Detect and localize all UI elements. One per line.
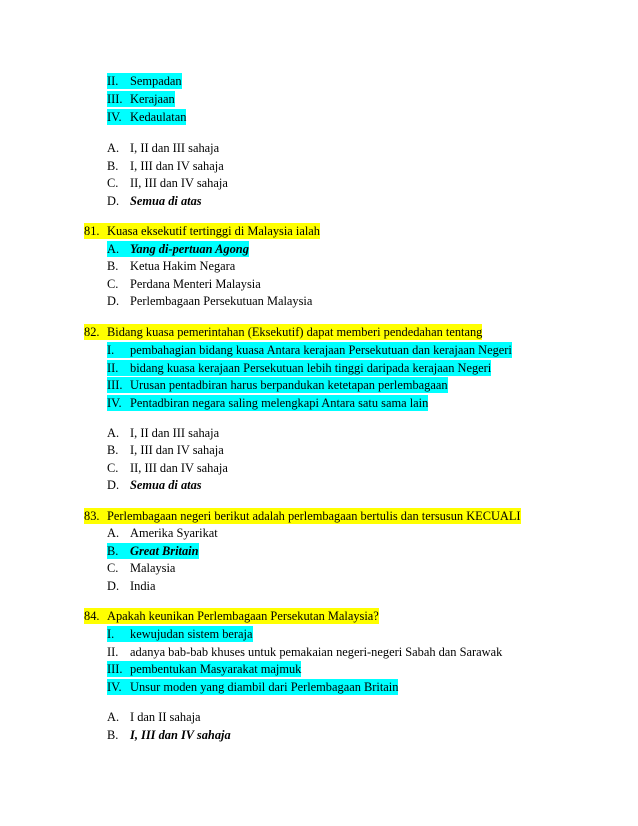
- option-label: IV.: [107, 110, 122, 124]
- answer-label: A.: [107, 426, 120, 440]
- option-line: [107, 377, 448, 393]
- answer-line: [107, 709, 201, 725]
- question-text: Kuasa eksekutif tertinggi di Malaysia ialah: [107, 224, 320, 238]
- answer-text: Malaysia: [130, 561, 176, 575]
- answer-text: Perlembagaan Persekutuan Malaysia: [130, 294, 313, 308]
- option-label: III.: [107, 378, 123, 392]
- option-line: [107, 91, 175, 107]
- answer-label: B.: [107, 544, 119, 558]
- option-label: II.: [107, 74, 119, 88]
- answer-line-correct: [107, 543, 199, 559]
- answer-label: D.: [107, 194, 120, 208]
- answer-text: II, III dan IV sahaja: [130, 461, 228, 475]
- question-81: [84, 223, 320, 239]
- option-text: pembentukan Masyarakat majmuk: [130, 662, 302, 676]
- answer-text: India: [130, 579, 156, 593]
- option-line: [107, 395, 428, 411]
- question-text: Bidang kuasa pemerintahan (Eksekutif) dapat memberi pendedahan tentang: [107, 325, 483, 339]
- answer-text: Perdana Menteri Malaysia: [130, 277, 261, 291]
- answer-line: [107, 442, 224, 458]
- answer-text: I, III dan IV sahaja: [130, 728, 231, 742]
- answer-line: [107, 525, 218, 541]
- answer-line: [107, 460, 228, 476]
- question-82: [84, 324, 482, 340]
- option-label: III.: [107, 662, 123, 676]
- answer-label: D.: [107, 478, 120, 492]
- answer-label: D.: [107, 579, 120, 593]
- option-text: pembahagian bidang kuasa Antara kerajaan Persekutuan dan kerajaan Negeri: [130, 343, 512, 357]
- option-text: Sempadan: [130, 74, 182, 88]
- option-label: I.: [107, 627, 115, 641]
- answer-line-correct: [107, 193, 202, 209]
- answer-label: D.: [107, 294, 120, 308]
- answer-line: [107, 175, 228, 191]
- option-text: Unsur moden yang diambil dari Perlembagaan Britain: [130, 680, 399, 694]
- answer-label: C.: [107, 461, 119, 475]
- answer-text: Amerika Syarikat: [130, 526, 218, 540]
- answer-text: Ketua Hakim Negara: [130, 259, 236, 273]
- option-label: IV.: [107, 680, 122, 694]
- answer-line: [107, 158, 224, 174]
- option-text: adanya bab-bab khuses untuk pemakaian negeri-negeri Sabah dan Sarawak: [130, 645, 503, 659]
- answer-line: [107, 140, 219, 156]
- answer-text: I dan II sahaja: [130, 710, 201, 724]
- option-line: [107, 679, 398, 695]
- option-text: Pentadbiran negara saling melengkapi Antara satu sama lain: [130, 396, 429, 410]
- answer-text: I, II dan III sahaja: [130, 426, 220, 440]
- answer-line: [107, 258, 235, 274]
- option-line: [107, 644, 502, 660]
- option-label: II.: [107, 361, 119, 375]
- question-text: Apakah keunikan Perlembagaan Persekutan Malaysia?: [107, 609, 379, 623]
- answer-line: [107, 276, 261, 292]
- question-text: Perlembagaan negeri berikut adalah perlembagaan bertulis dan tersusun KECUALI: [107, 509, 521, 523]
- answer-text: I, III dan IV sahaja: [130, 443, 224, 457]
- answer-line-correct: [107, 241, 249, 257]
- option-label: III.: [107, 92, 123, 106]
- answer-line-correct: [107, 727, 231, 743]
- answer-text: I, II dan III sahaja: [130, 141, 220, 155]
- question-number: 81.: [84, 224, 100, 238]
- question-number: 84.: [84, 609, 100, 623]
- answer-text: Semua di atas: [130, 194, 202, 208]
- option-text: Kedaulatan: [130, 110, 187, 124]
- option-text: Kerajaan: [130, 92, 175, 106]
- answer-label: A.: [107, 526, 120, 540]
- answer-label: B.: [107, 728, 119, 742]
- answer-line: [107, 560, 175, 576]
- answer-label: A.: [107, 710, 120, 724]
- question-number: 82.: [84, 325, 100, 339]
- answer-label: B.: [107, 159, 119, 173]
- answer-label: B.: [107, 443, 119, 457]
- option-line: [107, 626, 253, 642]
- answer-line: [107, 578, 155, 594]
- option-line: [107, 73, 182, 89]
- answer-label: A.: [107, 141, 120, 155]
- option-text: kewujudan sistem beraja: [130, 627, 253, 641]
- answer-text: Great Britain: [130, 544, 199, 558]
- option-line: [107, 109, 186, 125]
- answer-text: Yang di-pertuan Agong: [130, 242, 249, 256]
- option-label: I.: [107, 343, 115, 357]
- option-label: II.: [107, 645, 119, 659]
- option-line: [107, 342, 512, 358]
- answer-label: C.: [107, 277, 119, 291]
- answer-text: I, III dan IV sahaja: [130, 159, 224, 173]
- answer-text: II, III dan IV sahaja: [130, 176, 228, 190]
- answer-line: [107, 293, 312, 309]
- question-83: [84, 508, 521, 524]
- answer-line-correct: [107, 477, 202, 493]
- option-line: [107, 661, 301, 677]
- option-line: [107, 360, 491, 376]
- answer-line: [107, 425, 219, 441]
- answer-label: C.: [107, 176, 119, 190]
- question-number: 83.: [84, 509, 100, 523]
- answer-text: Semua di atas: [130, 478, 202, 492]
- answer-label: B.: [107, 259, 119, 273]
- answer-label: A.: [107, 242, 120, 256]
- question-84: [84, 608, 379, 624]
- option-text: Urusan pentadbiran harus berpandukan ketetapan perlembagaan: [130, 378, 448, 392]
- answer-label: C.: [107, 561, 119, 575]
- option-text: bidang kuasa kerajaan Persekutuan lebih tinggi daripada kerajaan Negeri: [130, 361, 492, 375]
- option-label: IV.: [107, 396, 122, 410]
